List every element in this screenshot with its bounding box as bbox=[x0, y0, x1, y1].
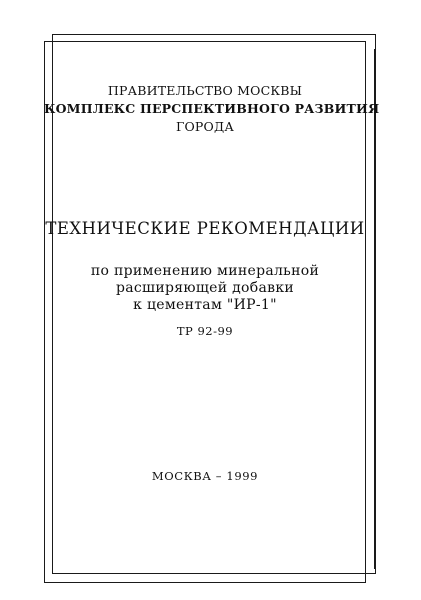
document-subtitle-line-2: расширяющей добавки bbox=[115, 280, 295, 296]
page-border-edge bbox=[374, 49, 375, 569]
organization-line-3: ГОРОДА bbox=[175, 119, 234, 134]
organization-line-2: КОМПЛЕКС ПЕРСПЕКТИВНОГО РАЗВИТИЯ bbox=[44, 101, 380, 116]
document-code: ТР 92-99 bbox=[176, 324, 234, 338]
document-title: ТЕХНИЧЕСКИЕ РЕКОМЕНДАЦИИ bbox=[45, 219, 365, 238]
document-subtitle-line-3: к цементам "ИР-1" bbox=[133, 297, 277, 313]
organization-line-1: ПРАВИТЕЛЬСТВО МОСКВЫ bbox=[107, 83, 303, 98]
place-and-year: МОСКВА – 1999 bbox=[151, 469, 259, 483]
document-subtitle-line-1: по применению минеральной bbox=[90, 263, 320, 279]
